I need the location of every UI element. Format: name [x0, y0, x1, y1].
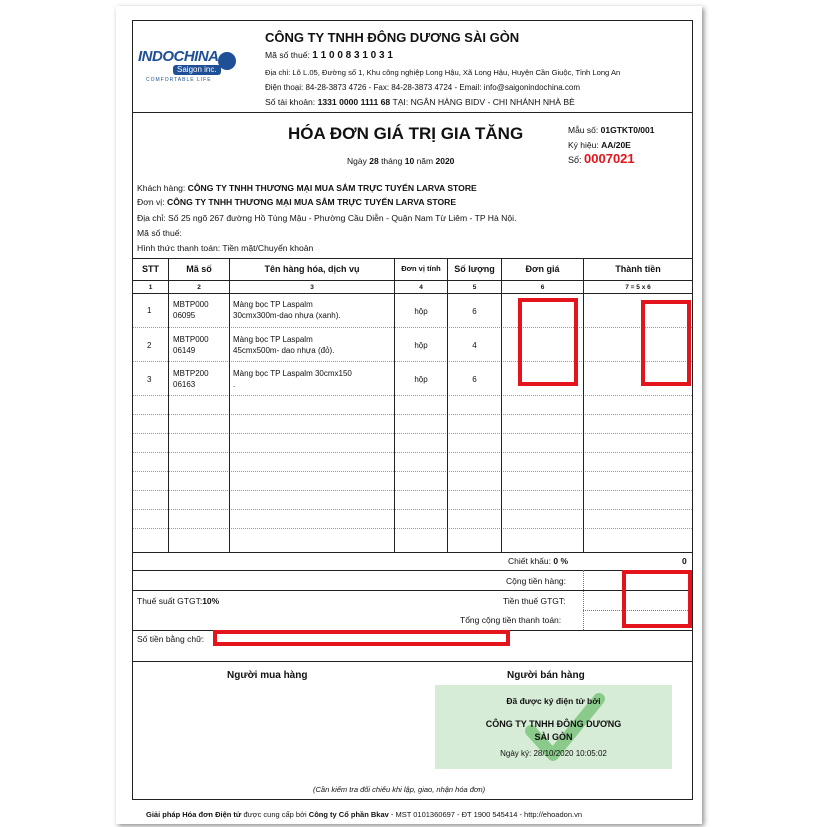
date-year: 2020	[435, 156, 455, 166]
row-divider	[133, 509, 692, 510]
customer-name: CÔNG TY TNHH THƯƠNG MẠI MUA SẮM TRỰC TUYẾN LARVA STORE	[187, 183, 477, 193]
code-line: 06149	[173, 346, 196, 355]
row-stt: 1	[147, 306, 152, 315]
buyer-signature-title: Người mua hàng	[227, 670, 308, 681]
vat-rate: 10%	[202, 596, 220, 606]
row-unit: hộp	[414, 307, 428, 316]
col-line	[229, 258, 230, 552]
date-day: 28	[369, 156, 379, 166]
table-top	[132, 258, 693, 259]
row-stt: 2	[147, 341, 152, 350]
unit-line	[137, 197, 456, 207]
col-line	[583, 258, 584, 552]
row-unit: hộp	[414, 341, 428, 350]
vat-rate-line	[137, 596, 219, 606]
index-3: 3	[310, 284, 314, 291]
account-no: 1331 0000 1111 68	[317, 97, 391, 107]
vat-amount-label: Tiền thuế GTGT:	[503, 596, 566, 606]
unit-name: CÔNG TY TNHH THƯƠNG MẠI MUA SẮM TRỰC TUYẾN LARVA STORE	[167, 197, 457, 207]
no-label: Số:	[568, 155, 582, 165]
table-header-bottom	[132, 280, 693, 281]
discount-line	[508, 556, 568, 566]
name-line: 45cmx500m- dao nhựa (đỏ).	[233, 346, 335, 355]
row-stt: 3	[147, 375, 152, 384]
row-divider	[133, 395, 692, 396]
index-7: 7 = 5 x 6	[625, 284, 651, 291]
sign-date: Ngày ký: 28/10/2020 10:05:02	[500, 749, 607, 758]
buyer-tax: Mã số thuế:	[137, 228, 182, 238]
index-6: 6	[540, 284, 545, 291]
seller-signature-title: Người bán hàng	[507, 670, 585, 681]
invoice-title: HÓA ĐƠN GIÁ TRỊ GIA TĂNG	[288, 124, 524, 143]
discount-rate: 0 %	[553, 556, 569, 566]
code-line: MBTP200	[173, 369, 209, 378]
code-line: MBTP000	[173, 300, 209, 309]
row-unit: hộp	[414, 375, 428, 384]
customer-line	[137, 183, 477, 193]
footer-provider: Công ty Cổ phần Bkav	[308, 810, 389, 819]
name-line: Màng bọc TP Laspalm	[233, 335, 313, 344]
header-amount: Thành tiền	[615, 264, 661, 274]
row-qty: 6	[472, 375, 477, 384]
form-label: Mẫu số:	[568, 125, 599, 135]
unit-label: Đơn vị:	[137, 197, 165, 207]
buyer-address: Địa chỉ: Số 25 ngõ 267 đường Hồ Tùng Mậu - Phường Cầu Diễn - Quận Nam Từ Liêm - TP Hà Nội.	[137, 213, 517, 223]
row-code	[173, 334, 209, 356]
signer-name-2: SÀI GÒN	[534, 732, 573, 742]
name-line: 30cmx300m-dao nhựa (xanh).	[233, 311, 341, 320]
row-divider	[133, 327, 692, 328]
row-divider	[133, 452, 692, 453]
name-line: Màng bọc TP Laspalm 30cmx150	[233, 369, 352, 378]
code-line: MBTP000	[173, 335, 209, 344]
tax-label: Mã số thuế:	[265, 50, 310, 60]
footer-mid: được cung cấp bởi	[243, 810, 307, 819]
row-divider	[133, 490, 692, 491]
redaction-box	[641, 300, 691, 386]
col-line	[168, 258, 169, 552]
logo-word: INDOCHINA	[138, 48, 219, 65]
customer-label: Khách hàng:	[137, 183, 186, 193]
col-line	[447, 258, 448, 552]
footer-post: - MST 0101360697 - ĐT 1900 545414 - http://ehoadon.vn	[390, 810, 582, 819]
row-name	[233, 368, 352, 390]
company-tax	[265, 50, 393, 61]
date-year-label: năm	[416, 156, 434, 166]
table-bottom	[132, 552, 693, 553]
col-line	[394, 258, 395, 552]
totals-divider	[132, 570, 693, 571]
bank-name: TẠI: NGÂN HÀNG BIDV - CHI NHÁNH NHÀ BÈ	[392, 97, 575, 107]
totals-divider	[132, 590, 693, 591]
company-logo	[138, 48, 238, 90]
e-signature-stamp	[435, 685, 672, 769]
header-price: Đơn giá	[525, 264, 560, 274]
totals-col-line	[583, 570, 584, 630]
date-month: 10	[404, 156, 415, 166]
date-pre: Ngày	[347, 156, 367, 166]
header-code: Mã số	[186, 264, 212, 274]
index-1: 1	[148, 284, 153, 291]
code-line: 06163	[173, 380, 196, 389]
company-contact: Điện thoại: 84-28-3873 4726 - Fax: 84-28-3873 4724 - Email: info@saigonindochina.com	[265, 83, 580, 92]
signed-by-label: Đã được ký điện tử bởi	[506, 696, 601, 706]
index-5: 5	[472, 284, 477, 291]
no-value: 0007021	[584, 151, 635, 166]
table-index-bottom	[132, 293, 693, 294]
header-unit: Đơn vị tính	[401, 264, 441, 273]
check-note: (Cần kiểm tra đối chiếu khi lập, giao, nhận hóa đơn)	[313, 785, 486, 794]
date-month-label: tháng	[381, 156, 403, 166]
account-label: Số tài khoản:	[265, 97, 316, 107]
signer-name-1: CÔNG TY TNHH ĐÔNG DƯƠNG	[485, 719, 622, 729]
tax-code: 1 1 0 0 8 3 1 0 3 1	[312, 50, 393, 61]
row-name	[233, 299, 341, 321]
invoice-number	[568, 151, 635, 166]
redaction-box	[213, 630, 510, 646]
invoice-date	[347, 156, 454, 166]
logo-tagline: COMFORTABLE LIFE	[146, 77, 212, 83]
header-stt: STT	[142, 264, 159, 274]
row-qty: 4	[472, 341, 477, 350]
row-divider	[133, 471, 692, 472]
row-divider	[133, 361, 692, 362]
subtotal-label: Cộng tiền hàng:	[506, 576, 567, 586]
amount-in-words-label: Số tiền bằng chữ:	[137, 634, 205, 644]
invoice-symbol	[568, 140, 631, 150]
row-divider	[133, 433, 692, 434]
code-line: 06095	[173, 311, 196, 320]
row-name	[233, 334, 334, 356]
company-address: Địa chỉ: Lô L.05, Đường số 1, Khu công nghiệp Long Hậu, Xã Long Hậu, Huyện Cần Giuộc, Tỉnh Long An	[265, 68, 621, 77]
header-name: Tên hàng hóa, dịch vụ	[264, 264, 360, 274]
name-line: Màng bọc TP Laspalm	[233, 300, 313, 309]
redaction-box	[518, 298, 578, 386]
grand-total-label: Tổng cộng tiền thanh toán:	[460, 615, 562, 625]
dragon-icon	[218, 52, 236, 70]
footer-pre: Giải pháp Hóa đơn Điện tử	[146, 810, 242, 819]
logo-sub: Saigon inc.	[173, 65, 221, 75]
discount-value: 0	[682, 556, 687, 566]
form-no: 01GTKT0/001	[600, 125, 655, 135]
company-account	[265, 97, 575, 107]
form-number	[568, 125, 655, 135]
symbol-value: AA/20E	[601, 140, 631, 150]
row-code	[173, 299, 209, 321]
header-qty: Số lượng	[454, 264, 495, 274]
col-line	[501, 258, 502, 552]
row-divider	[133, 414, 692, 415]
index-4: 4	[419, 284, 423, 291]
payment-method: Hình thức thanh toán: Tiền mặt/Chuyển khoản	[137, 243, 314, 253]
discount-label: Chiết khấu:	[508, 556, 551, 566]
row-qty: 6	[472, 307, 477, 316]
footer-credit	[146, 810, 582, 819]
name-line: .	[233, 380, 236, 389]
totals-divider	[132, 661, 693, 662]
index-2: 2	[197, 284, 201, 291]
company-name: CÔNG TY TNHH ĐÔNG DƯƠNG SÀI GÒN	[265, 30, 520, 45]
symbol-label: Ký hiệu:	[568, 140, 599, 150]
row-code	[173, 368, 209, 390]
header-divider	[132, 112, 693, 113]
redaction-box	[622, 570, 692, 628]
vat-rate-label: Thuế suất GTGT:	[137, 596, 203, 606]
row-divider	[133, 528, 692, 529]
